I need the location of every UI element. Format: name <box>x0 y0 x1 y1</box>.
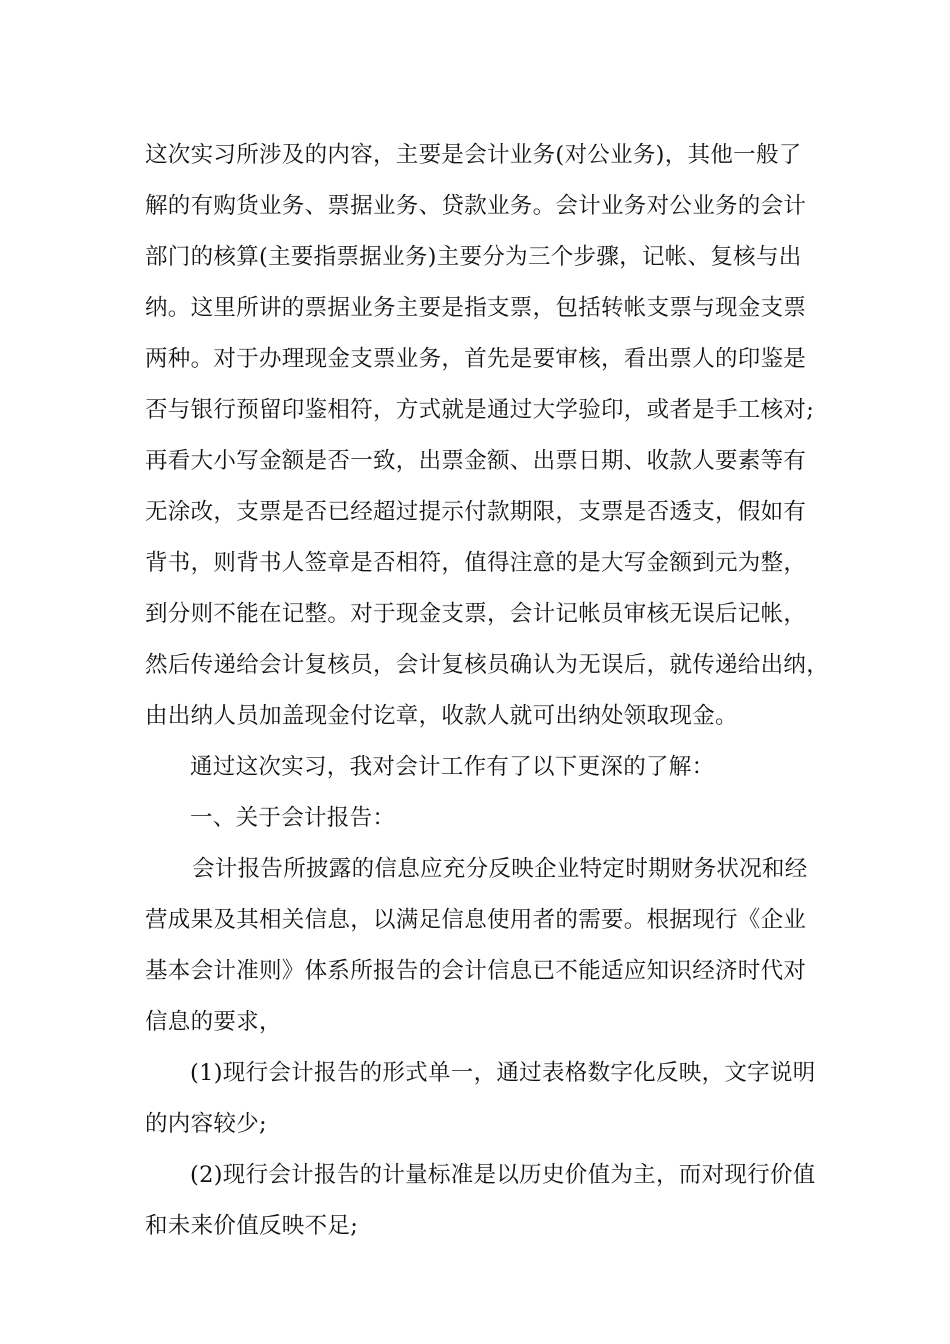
text-line: 会计报告所披露的信息应充分反映企业特定时期财务状况和经 <box>192 856 808 882</box>
heading-text: 一、关于会计报告： <box>190 805 396 831</box>
paragraph-internship-scope <box>145 130 830 742</box>
text-line: (2)现行会计报告的计量标准是以历史价值为主，而对现行价值 <box>190 1162 816 1188</box>
text-line: 背书，则背书人签章是否相符，值得注意的是大写金额到元为整， <box>145 550 807 576</box>
text-line: 这次实习所涉及的内容，主要是会计业务(对公业务)，其他一般了 <box>145 142 802 168</box>
paragraph-understanding <box>145 742 825 793</box>
text-line: 再看大小写金额是否一致，出票金额、出票日期、收款人要素等有 <box>145 448 807 474</box>
list-item-1 <box>145 1048 825 1150</box>
text-line: 无涂改，支票是否已经超过提示付款期限，支票是否透支，假如有 <box>145 499 807 525</box>
text-line: 基本会计准则》体系所报告的会计信息已不能适应知识经济时代对 <box>145 958 807 984</box>
text-line: 纳。这里所讲的票据业务主要是指支票，包括转帐支票与现金支票 <box>145 295 807 321</box>
paragraph-accounting-report <box>145 844 825 1048</box>
text-line: 信息的要求， <box>145 1009 282 1035</box>
document-body <box>145 130 830 1252</box>
text-line: 否与银行预留印鉴相符，方式就是通过大学验印，或者是手工核对; <box>145 397 815 423</box>
text-line: (1)现行会计报告的形式单一，通过表格数字化反映，文字说明 <box>190 1060 816 1086</box>
list-item-2 <box>145 1150 825 1252</box>
text-line: 的内容较少; <box>145 1111 267 1137</box>
text-line: 部门的核算(主要指票据业务)主要分为三个步骤，记帐、复核与出 <box>145 244 802 270</box>
section-heading-accounting-report <box>145 793 825 844</box>
text-line: 由出纳人员加盖现金付讫章，收款人就可出纳处领取现金。 <box>145 703 738 729</box>
text-line: 和未来价值反映不足; <box>145 1213 359 1239</box>
text-line: 解的有购货业务、票据业务、贷款业务。会计业务对公业务的会计 <box>145 193 807 219</box>
text-line: 到分则不能在记整。对于现金支票，会计记帐员审核无误后记帐， <box>145 601 807 627</box>
text-line: 两种。对于办理现金支票业务，首先是要审核，看出票人的印鉴是 <box>145 346 807 372</box>
text-line: 营成果及其相关信息，以满足信息使用者的需要。根据现行《企业 <box>145 907 807 933</box>
text-line: 通过这次实习，我对会计工作有了以下更深的了解： <box>190 754 715 780</box>
text-line: 然后传递给会计复核员，会计复核员确认为无误后，就传递给出纳， <box>145 652 830 678</box>
